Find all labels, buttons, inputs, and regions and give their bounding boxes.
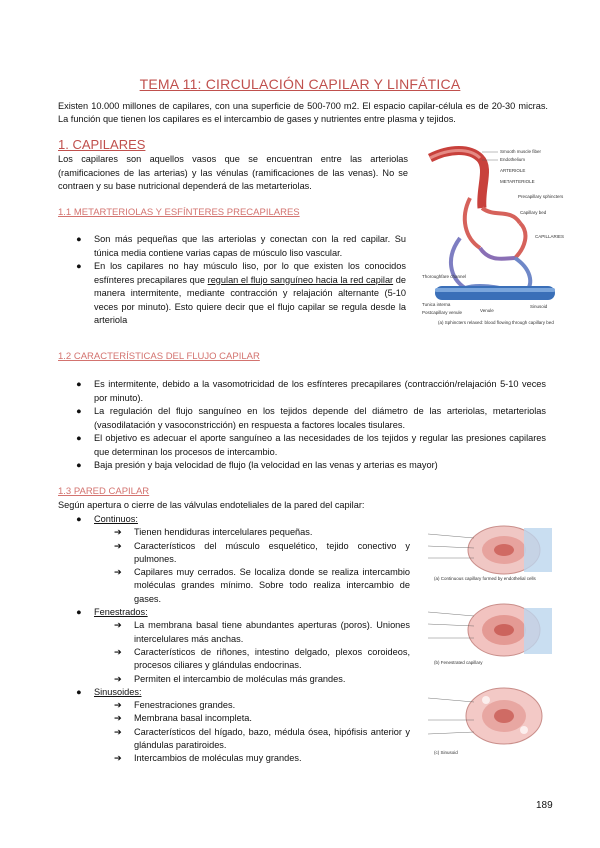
figure-label: Endothelium <box>500 157 526 162</box>
section-1-paragraph: Los capilares son aquellos vasos que se encuentran entre las arteriolas (ramificaciones de las arterias) y las vénulas (ramificaciones de las venas). No se contraen y su base nutricional dependerá de las metarteriolas. <box>58 154 408 191</box>
capillary-types <box>70 513 410 766</box>
list-item: ➔ Membrana basal incompleta. <box>114 713 252 724</box>
figure-label: Postcapillary venule <box>422 310 463 315</box>
section-1-heading: 1. CAPILARES <box>58 137 146 152</box>
figure-label: Precapillary sphincters <box>518 194 564 199</box>
type-sinusoid: ● Sinusoides: <box>76 686 142 697</box>
figure-caption: (a) Sphincters relaxed: blood flowing through capillary bed <box>438 320 554 325</box>
sinusoid-list <box>114 699 410 765</box>
capillary-bed-figure <box>420 138 565 338</box>
figure-label: Capillary bed <box>520 210 547 215</box>
figure-label: Thoroughfare channel <box>422 274 467 279</box>
list-item: ➔ Permiten el intercambio de moléculas más grandes. <box>114 673 346 684</box>
section-1-2-heading: 1.2 CARACTERÍSTICAS DEL FLUJO CAPILAR <box>58 351 260 362</box>
fenestrated-list <box>114 619 410 685</box>
list-item: ● Son más pequeñas que las arteriolas y conectan con la red capilar. Su túnica media contiene varias capas de músculo liso vascular. <box>76 234 406 258</box>
list-item: ➔ Característicos del hígado, bazo, médula ósea, hipófisis anterior y glándulas paratiroides. <box>114 726 410 751</box>
capillary-types-figure <box>424 520 556 760</box>
list-item: ➔ Intercambios de moléculas muy grandes. <box>114 753 302 764</box>
figure-caption: (b) Fenestrated capillary <box>434 660 483 665</box>
list-item: ● El objetivo es adecuar el aporte sanguíneo a las necesidades de los tejidos y regular las presiones capilares que determinan los procesos de intercambio. <box>76 433 546 457</box>
section-1-2-list <box>70 378 546 473</box>
list-item: ➔ La membrana basal tiene abundantes aperturas (poros). Uniones intercelulares más anchas. <box>114 620 410 644</box>
section-1-1-heading: 1.1 METARTERIOLAS Y ESFÍNTERES PRECAPILARES <box>58 207 300 218</box>
list-item: ● La regulación del flujo sanguíneo en los tejidos depende del diámetro de las arteriolas, metarteriolas (vasodilatación y vasoconstricción) en respuesta a factores locales tisulares. <box>76 406 546 430</box>
page-title: TEMA 11: CIRCULACIÓN CAPILAR Y LINFÁTICA <box>139 76 461 92</box>
list-item: ➔ Fenestraciones grandes. <box>114 700 236 711</box>
figure-caption: (a) Continuous capillary formed by endothelial cells <box>434 576 536 581</box>
fenestrated-capillary-illustration <box>428 604 552 665</box>
section-1-1-list <box>70 233 406 328</box>
figure-label: CAPILLARIES <box>535 234 565 239</box>
sinusoid-illustration <box>428 688 542 755</box>
list-item: ➔ Tienen hendiduras intercelulares pequeñas. <box>114 527 313 538</box>
figure-label: Venule <box>480 308 494 313</box>
figure-label: Smooth muscle fiber <box>500 149 542 154</box>
section-1-3-intro: Según apertura o cierre de las válvulas endoteliales de la pared del capilar: <box>58 500 365 510</box>
section-1-3-heading: 1.3 PARED CAPILAR <box>58 486 150 497</box>
figure-label: ARTERIOLE <box>500 168 526 173</box>
list-item: ➔ Característicos del músculo esquelético, tejido conectivo y pulmones. <box>114 540 410 564</box>
type-continuous: ● Continuos: <box>76 514 138 524</box>
continuous-capillary-illustration <box>428 526 552 581</box>
page-number: 189 <box>536 800 553 811</box>
figure-label: METARTERIOLE <box>500 179 535 184</box>
figure-label: Sinusoid <box>530 304 548 309</box>
list-item: ● Es intermitente, debido a la vasomotricidad de los esfínteres precapilares (contracción/relajación 5-10 veces por minuto). <box>76 379 546 403</box>
figure-caption: (c) Sinusoid <box>434 750 458 755</box>
list-item: ● En los capilares no hay músculo liso, por lo que existen los conocidos esfínteres precapilares que regulan el flujo sanguíneo hacia la red capilar de manera intermitente, mediante contracción y relajación alternante (5-10 veces por minuto). Esto quiere decir que el flujo capilar se regula desde la arteriola <box>76 261 406 325</box>
list-item: ● Baja presión y baja velocidad de flujo (la velocidad en las venas y arterias es mayor) <box>76 460 438 470</box>
intro-paragraph: Existen 10.000 millones de capilares, con una superficie de 500-700 m2. El espacio capilar-célula es de 20-30 micras. La función que tienen los capilares es el intercambio de gases y nutrientes entre plasma y tejidos. <box>58 101 548 124</box>
list-item: ➔ Capilares muy cerrados. Se localiza donde se realiza intercambio moléculas grandes mínimo. Sobre todo realiza intercambio de gases. <box>114 567 410 604</box>
continuous-list <box>114 526 410 606</box>
type-fenestrated: ● Fenestrados: <box>76 607 148 618</box>
list-item: ➔ Característicos de riñones, intestino delgado, plexos coroideos, procesos ciliares y glándulas endocrinas. <box>114 646 410 671</box>
figure-label: Tunica interna <box>422 302 451 307</box>
